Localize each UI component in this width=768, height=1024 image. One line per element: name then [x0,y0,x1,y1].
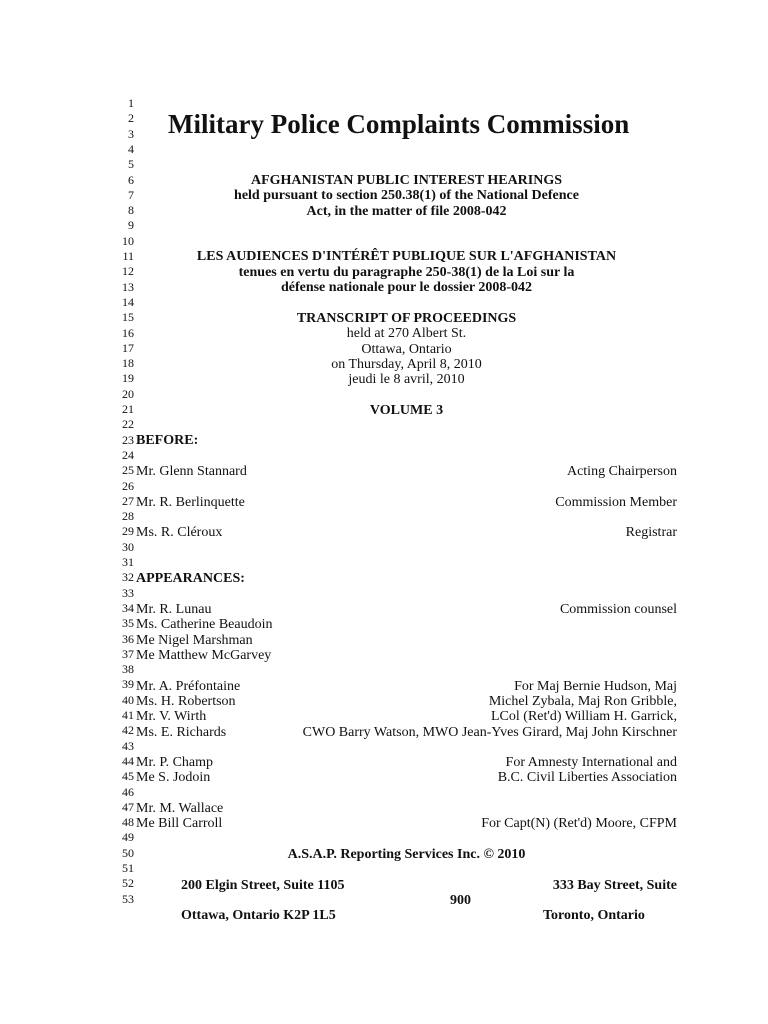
appearance-row [0,816,768,832]
appearance-row [0,709,768,725]
ottawa-city: Ottawa, Ontario K2P 1L5 [181,908,336,923]
member-role: Registrar [625,525,677,540]
location-line-2: Ottawa, Ontario [361,342,452,357]
line-number: 34 [122,600,134,615]
line-number: 17 [122,340,134,355]
line-number: 20 [122,386,134,401]
line-number: 27 [122,493,134,508]
counsel-role: For Amnesty International and [505,755,677,770]
counsel-role: For Capt(N) (Ret'd) Moore, CFPM [481,816,677,831]
appearance-row [0,770,768,786]
counsel-name: Mr. A. Préfontaine [136,679,241,694]
counsel-role: LCol (Ret'd) William H. Garrick, [491,709,677,724]
appearance-row [0,694,768,710]
line-number: 30 [122,539,134,554]
hearing-fr-line-3: défense nationale pour le dossier 2008-042 [280,280,533,295]
line-number: 14 [122,294,134,309]
volume-label: VOLUME 3 [369,403,444,418]
member-role: Commission Member [555,495,677,510]
line-number: 42 [122,723,134,738]
hearing-en-line-1: AFGHANISTAN PUBLIC INTEREST HEARINGS [250,173,563,188]
counsel-role: Commission counsel [559,602,677,617]
line-number: 50 [122,845,134,860]
hearing-fr-line-1: LES AUDIENCES D'INTÉRÊT PUBLIQUE SUR L'AFGHANISTAN [196,249,617,264]
counsel-name: Ms. E. Richards [136,725,227,740]
counsel-name: Mr. R. Lunau [136,602,212,617]
member-row [0,525,768,541]
address-row [0,908,768,924]
line-number: 8 [128,203,134,218]
line-number: 40 [122,692,134,707]
line-number: 43 [122,738,134,753]
line-number: 37 [122,646,134,661]
line-number: 48 [122,815,134,830]
line-number: 4 [128,141,134,156]
line-number: 45 [122,769,134,784]
line-number: 41 [122,708,134,722]
member-name: Ms. R. Cléroux [136,525,223,540]
appearance-row [0,725,768,741]
hearing-en-line-3: Act, in the matter of file 2008-042 [306,204,507,219]
line-number: 33 [122,585,134,600]
line-number: 46 [122,784,134,799]
line-number: 29 [122,524,134,539]
toronto-city: Toronto, Ontario [543,908,645,923]
line-number: 23 [122,432,134,447]
counsel-role: Michel Zybala, Maj Ron Gribble, [488,694,677,709]
line-number: 2 [128,111,134,126]
title-line [0,109,768,139]
line-number: 28 [122,509,134,524]
counsel-name: Me Matthew McGarvey [136,648,272,663]
counsel-name: Ms. Catherine Beaudoin [136,617,273,632]
line-number: 12 [122,264,134,279]
line-number: 51 [122,861,134,875]
line-number: 5 [128,157,134,172]
line-number: 39 [122,677,134,692]
line-number: 22 [122,417,134,432]
line-number: 15 [122,310,134,325]
line-number: 31 [122,555,134,569]
line-number: 3 [128,126,134,141]
line-number: 25 [122,463,134,478]
counsel-role: CWO Barry Watson, MWO Jean-Yves Girard, Maj John Kirschner [302,725,677,740]
counsel-name: Me S. Jodoin [136,770,211,785]
location-line-3: on Thursday, April 8, 2010 [331,357,482,372]
appearance-row [0,679,768,695]
line-number: 36 [122,631,134,646]
line-number: 18 [122,356,134,371]
address-row [0,878,768,894]
counsel-name: Mr. M. Wallace [136,801,224,816]
member-row [0,464,768,480]
line-number: 53 [122,891,134,906]
line-number: 38 [122,662,134,677]
line-number: 11 [122,249,134,263]
line-number: 44 [122,753,134,768]
line-number: 52 [122,876,134,891]
counsel-role: For Maj Bernie Hudson, Maj [514,679,677,694]
appearance-row [0,755,768,771]
counsel-role: B.C. Civil Liberties Association [497,770,677,785]
hearing-en-line-2: held pursuant to section 250.38(1) of the National Defence [234,188,579,203]
line-number: 47 [122,799,134,814]
counsel-name: Me Nigel Marshman [136,633,253,648]
counsel-name: Mr. P. Champ [136,755,214,770]
reporting-company: A.S.A.P. Reporting Services Inc. © 2010 [287,847,526,862]
line-number: 35 [122,616,134,631]
line-number: 49 [122,830,134,845]
line-number: 24 [122,447,134,462]
counsel-name: Ms. H. Robertson [136,694,236,709]
member-role: Acting Chairperson [566,464,677,479]
line-number: 19 [122,371,134,386]
location-line-1: held at 270 Albert St. [346,326,467,341]
member-row [0,495,768,511]
member-name: Mr. Glenn Stannard [136,464,247,479]
member-name: Mr. R. Berlinquette [136,495,245,510]
line-number: 6 [128,172,134,187]
before-heading: BEFORE: [136,433,199,448]
toronto-suite: 900 [450,893,471,908]
appearances-heading: APPEARANCES: [136,571,245,586]
transcript-title: TRANSCRIPT OF PROCEEDINGS [296,311,517,326]
location-line-4: jeudi le 8 avril, 2010 [348,372,465,387]
hearing-fr-line-2: tenues en vertu du paragraphe 250-38(1) de la Loi sur la [238,265,575,280]
line-number: 21 [122,402,134,416]
line-number: 7 [128,187,134,202]
counsel-name: Me Bill Carroll [136,816,223,831]
toronto-street: 333 Bay Street, Suite [552,878,677,893]
line-number: 13 [122,279,134,294]
page-title: Military Police Complaints Commission [168,109,630,139]
line-number: 32 [122,570,134,585]
line-number: 16 [122,325,134,340]
line-number: 26 [122,478,134,493]
ottawa-street: 200 Elgin Street, Suite 1105 [181,878,345,893]
counsel-name: Mr. V. Wirth [136,709,207,724]
line-number: 9 [128,218,134,233]
line-number: 10 [122,233,134,248]
line-number: 1 [128,96,134,110]
appearance-row [0,602,768,618]
